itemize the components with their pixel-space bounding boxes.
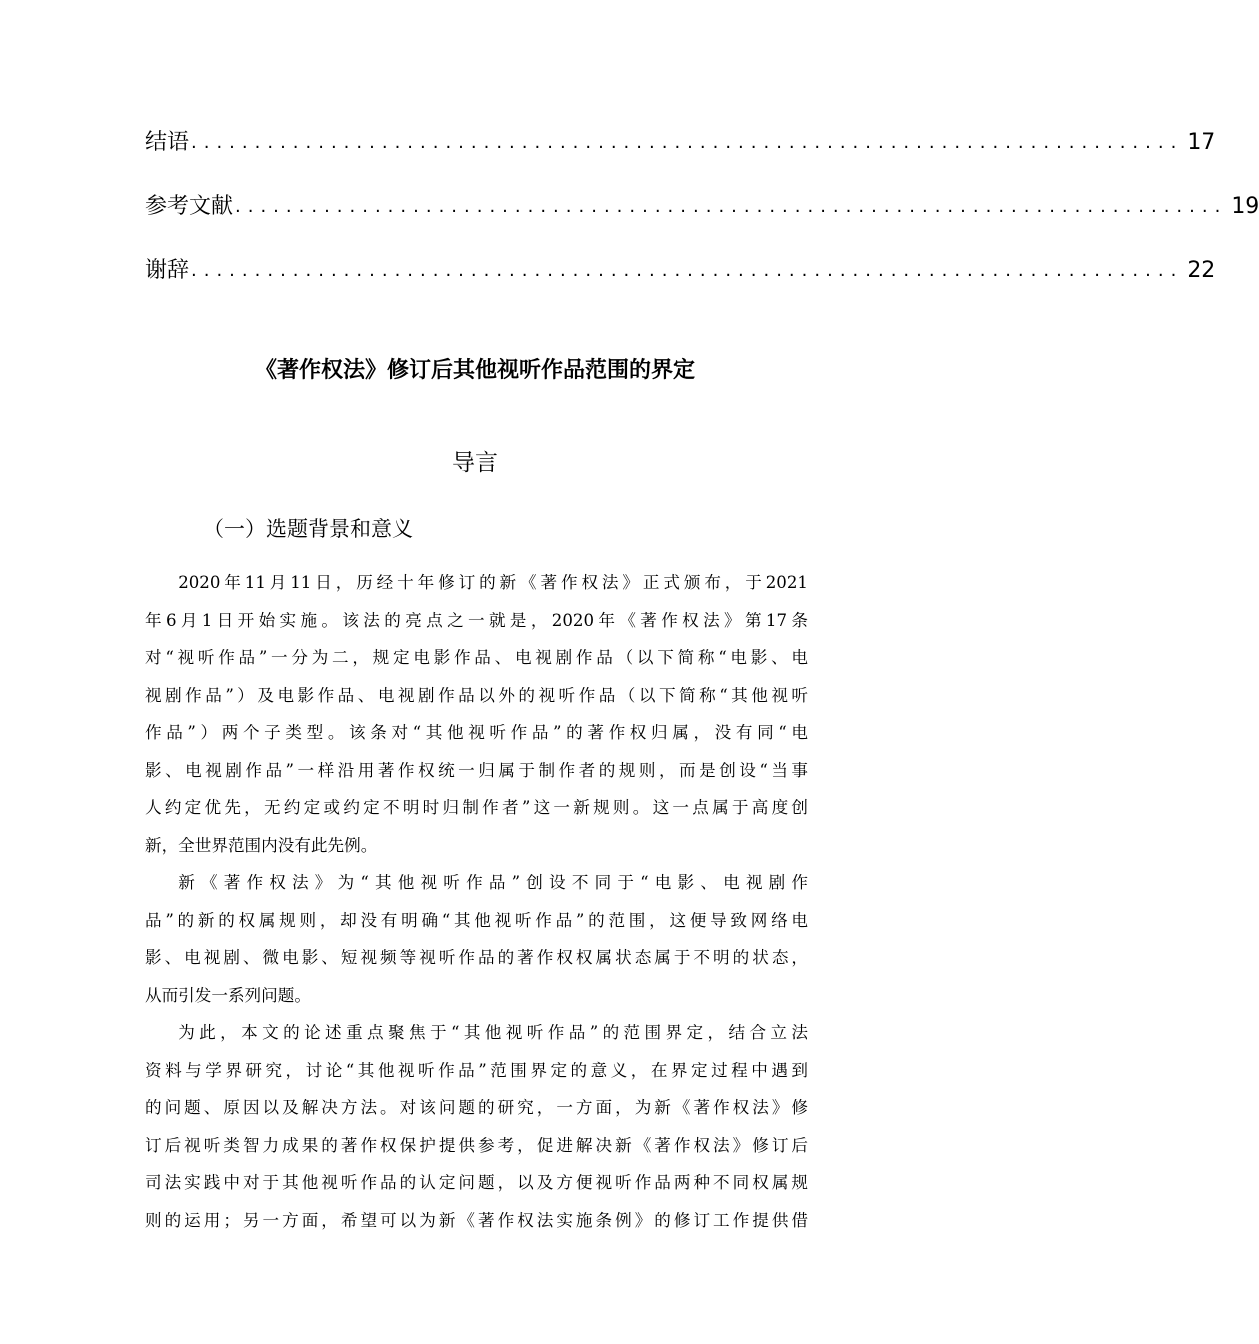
text-line: 人约定优先，无约定或约定不明时归制作者”这一新规则。这一点属于高度创	[145, 798, 808, 817]
text-line: 的问题、原因以及解决方法。对该问题的研究，一方面，为新《著作权法》修	[145, 1098, 808, 1117]
paragraph	[145, 1014, 808, 1239]
toc-entry-page: 22	[1187, 258, 1216, 283]
text-line: 新，全世界范围内没有此先例。	[145, 835, 378, 855]
paragraph	[145, 864, 808, 1014]
text-line: 司法实践中对于其他视听作品的认定问题，以及方便视听作品两种不同权属规	[145, 1173, 808, 1192]
toc-entry-page: 17	[1187, 130, 1216, 155]
toc-entry-conclusion[interactable]	[145, 123, 1216, 157]
subsection-title: （一）选题背景和意义	[203, 517, 413, 541]
toc-entry-page: 19	[1231, 194, 1259, 219]
text-line: 资料与学界研究，讨论“其他视听作品”范围界定的意义，在界定过程中遇到	[145, 1060, 808, 1080]
toc-entry-references[interactable]	[145, 187, 1259, 221]
text-line: 则的运用；另一方面，希望可以为新《著作权法实施条例》的修订工作提供借	[145, 1210, 808, 1230]
document-title: 《著作权法》修订后其他视听作品范围的界定	[254, 358, 695, 383]
section-title: 导言	[452, 450, 498, 476]
text-line: 对“视听作品”一分为二，规定电影作品、电视剧作品（以下简称“电影、电	[145, 648, 808, 667]
text-line: 品”的新的权属规则，却没有明确“其他视听作品”的范围，这便导致网络电	[145, 910, 808, 930]
text-line: 从而引发一系列问题。	[145, 985, 311, 1005]
toc-leader-dots: ..............................................................................	[191, 260, 1184, 281]
text-line: 为此，本文的论述重点聚焦于“其他视听作品”的范围界定，结合立法	[178, 1023, 808, 1042]
toc-entry-acknowledgements[interactable]	[145, 251, 1216, 285]
toc-entry-label: 结语	[145, 130, 190, 155]
text-line: 新《著作权法》为“其他视听作品”创设不同于“电影、电视剧作	[178, 873, 808, 892]
toc-leader-dots: ..............................................................................	[235, 196, 1228, 217]
text-line: 影、电视剧、微电影、短视频等视听作品的著作权权属状态属于不明的状态，	[145, 948, 808, 967]
text-line: 影、电视剧作品”一样沿用著作权统一归属于制作者的规则，而是创设“当事	[145, 760, 808, 780]
toc-entry-label: 参考文献	[145, 194, 234, 219]
paragraph	[145, 564, 808, 864]
text-line: 作品”）两个子类型。该条对“其他视听作品”的著作权归属，没有同“电	[145, 723, 808, 742]
text-line: 2020年11月11日，历经十年修订的新《著作权法》正式颁布，于2021	[178, 573, 808, 592]
text-line: 年6月1日开始实施。该法的亮点之一就是，2020年《著作权法》第17条	[145, 610, 808, 630]
text-line: 视剧作品”）及电影作品、电视剧作品以外的视听作品（以下简称“其他视听	[145, 685, 808, 705]
body-text	[145, 564, 808, 1239]
toc-entry-label: 谢辞	[145, 258, 190, 283]
text-line: 订后视听类智力成果的著作权保护提供参考，促进解决新《著作权法》修订后	[145, 1135, 808, 1155]
toc-leader-dots: ..............................................................................	[191, 132, 1184, 153]
